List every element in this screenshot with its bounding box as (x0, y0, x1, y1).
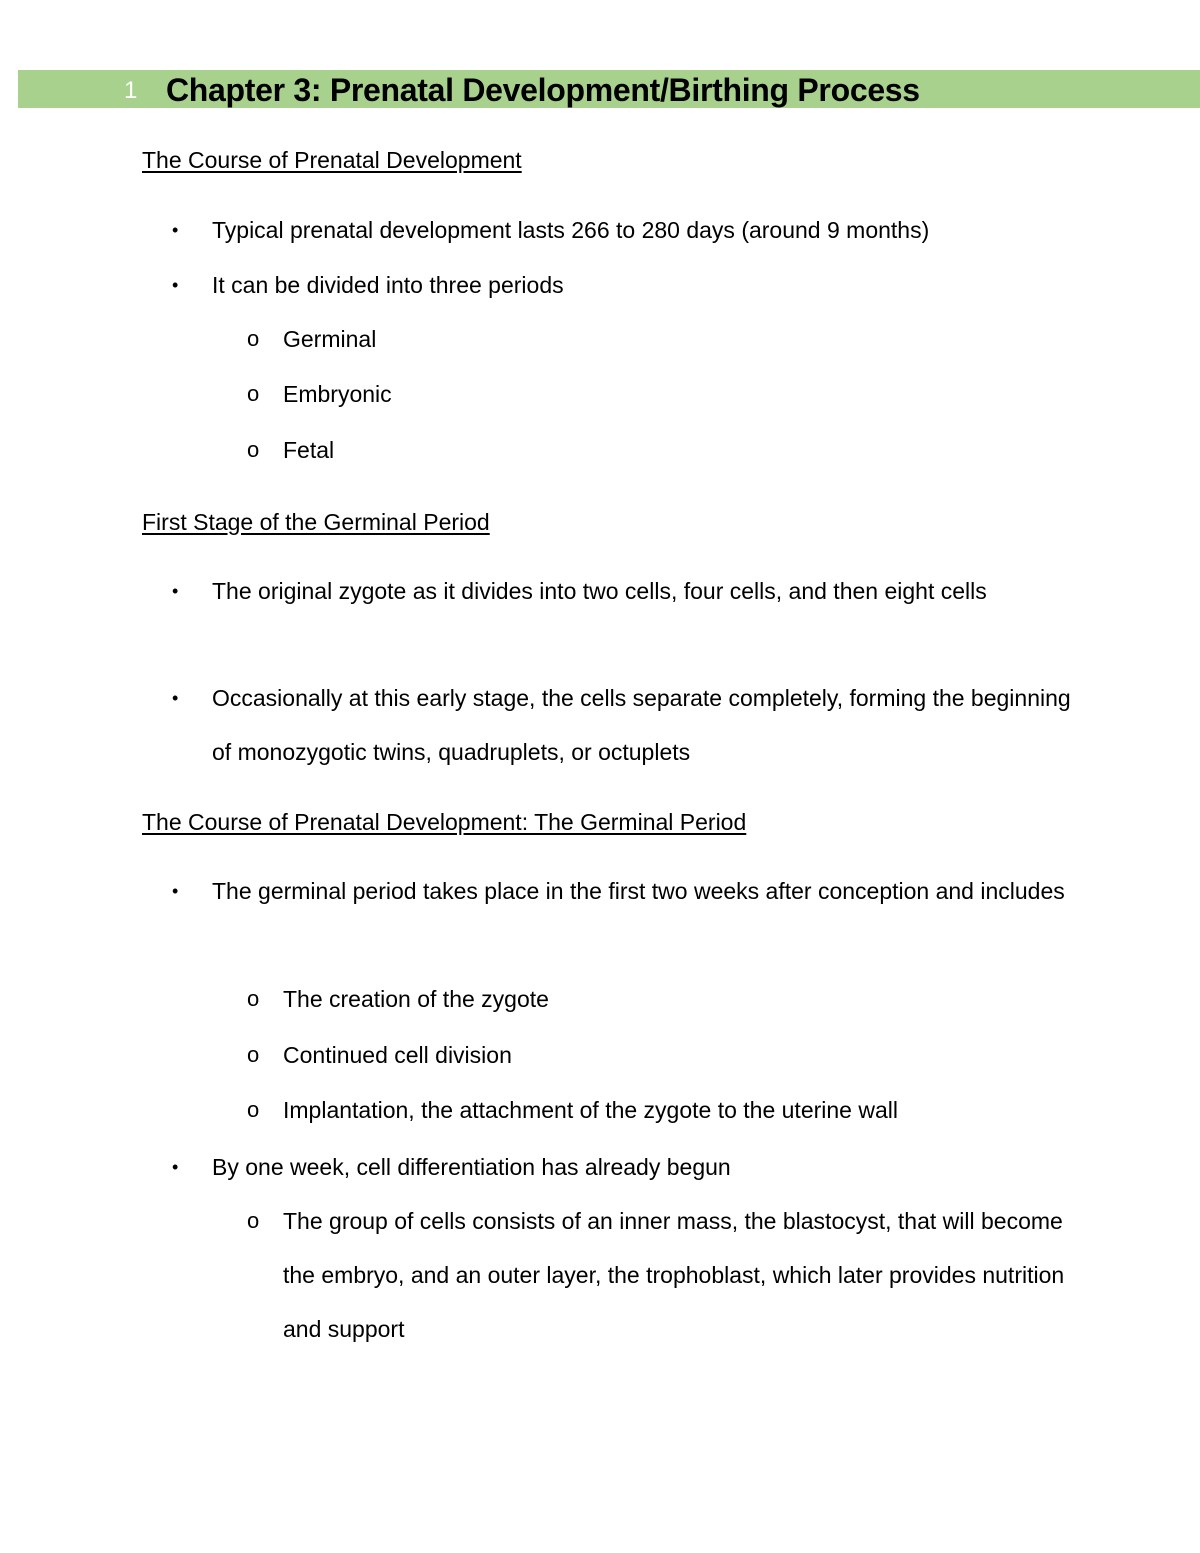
sub-list-item (247, 423, 1073, 477)
bullet-icon: • (172, 220, 179, 240)
circle-bullet-icon: o (247, 986, 260, 1011)
sub-list-item-text: Implantation, the attachment of the zygote to the uterine wall (283, 1097, 898, 1123)
bullet-icon: • (172, 881, 179, 901)
sub-list-item-text: Embryonic (283, 381, 392, 407)
sub-list-item (247, 1194, 1073, 1356)
circle-bullet-icon: o (247, 381, 260, 406)
circle-bullet-icon: o (247, 1042, 260, 1067)
sub-list-item-text: Germinal (283, 326, 377, 352)
list-item (172, 1140, 1072, 1194)
sub-list-item-text: The creation of the zygote (283, 986, 549, 1012)
list-item (172, 258, 1072, 312)
section-heading: First Stage of the Germinal Period (142, 509, 490, 535)
chapter-title: Chapter 3: Prenatal Development/Birthing Process (166, 72, 920, 108)
list-item (172, 671, 1072, 779)
sub-list-item-text: The group of cells consists of an inner mass, the blastocyst, that will become the embryo, and an outer layer, the trophoblast, which later provides nutrition and support (283, 1208, 1065, 1342)
list-item-text: Typical prenatal development lasts 266 to 280 days (around 9 months) (212, 217, 930, 243)
circle-bullet-icon: o (247, 437, 260, 462)
circle-bullet-icon: o (247, 1097, 260, 1122)
circle-bullet-icon: o (247, 326, 260, 351)
section-heading: The Course of Prenatal Development (142, 147, 522, 173)
sub-list-item-text: Continued cell division (283, 1042, 512, 1068)
sub-list-item-text: Fetal (283, 437, 335, 463)
list-item-text: By one week, cell differentiation has already begun (212, 1154, 731, 1180)
list-item-text: It can be divided into three periods (212, 272, 564, 298)
sub-list-item (247, 367, 1073, 421)
bullet-icon: • (172, 275, 179, 295)
list-item-text: The original zygote as it divides into two cells, four cells, and then eight cells (212, 578, 987, 604)
section-heading: The Course of Prenatal Development: The Germinal Period (142, 809, 747, 835)
list-item (172, 564, 1072, 618)
bullet-icon: • (172, 1157, 179, 1177)
list-item (172, 864, 1072, 918)
sub-list-item (247, 972, 1073, 1026)
bullet-icon: • (172, 581, 179, 601)
sub-list-item (247, 312, 1073, 366)
list-item (172, 203, 1072, 257)
chapter-number: 1 (124, 77, 138, 104)
sub-list-item (247, 1083, 1073, 1137)
circle-bullet-icon: o (247, 1208, 260, 1233)
sub-list-item (247, 1028, 1073, 1082)
list-item-text: The germinal period takes place in the first two weeks after conception and includes (212, 878, 1065, 904)
bullet-icon: • (172, 688, 179, 708)
list-item-text: Occasionally at this early stage, the cells separate completely, forming the beginning of monozygotic twins, quadruplets, or octuplets (212, 685, 1071, 765)
